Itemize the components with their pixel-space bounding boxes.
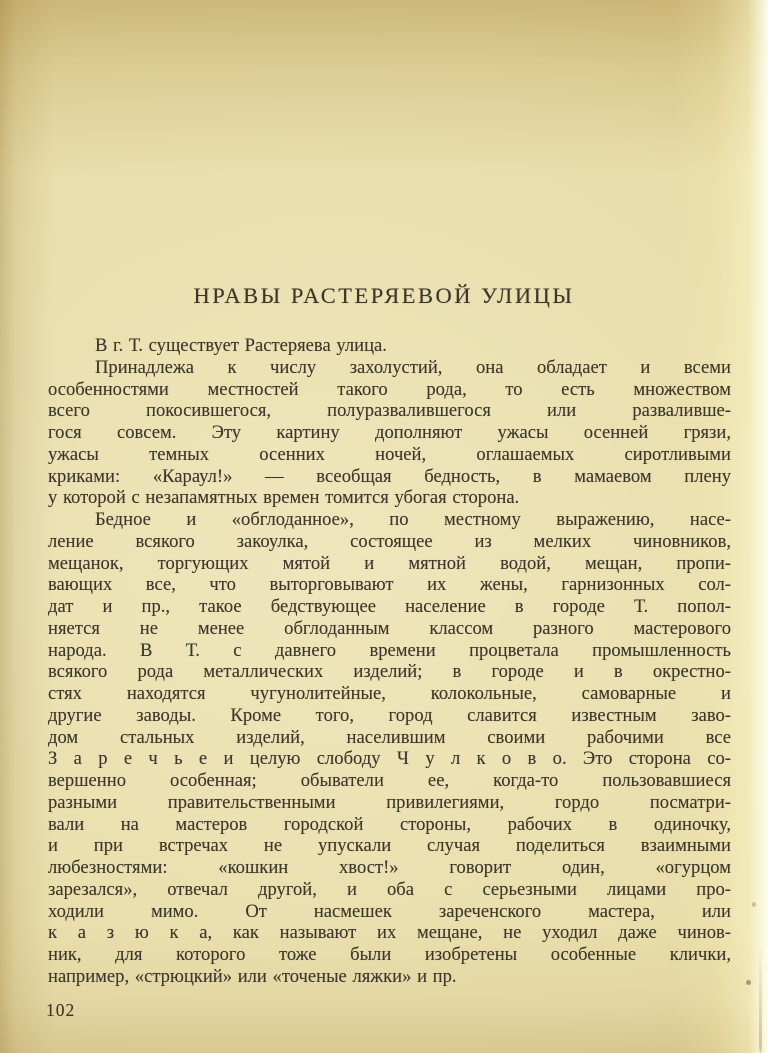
text-line: Бедное и «обглоданное», по местному выражению, насе- (95, 509, 731, 530)
text-line: гося совсем. Эту картину дополняют ужасы осенней грязи, (48, 422, 731, 443)
paper-speck-small (752, 902, 756, 907)
text-line: особенностями местностей такого рода, то есть множеством (48, 378, 731, 400)
text-line: зарезался», отвечал другой, и оба с серьезными лицами про- (48, 878, 731, 900)
paragraph (48, 335, 731, 357)
text-line: всего покосившегося, полуразвалившегося или разваливше- (48, 400, 731, 422)
text-line: к а з ю к а, как называют их мещане, не уходил даже чинов- (48, 922, 731, 944)
text-line: вающих все, что выторговывают их жены, гарнизонных сол- (48, 574, 731, 596)
text-line: няется не менее обглоданным классом разного мастерового (48, 617, 731, 639)
chapter-title: НРАВЫ РАСТЕРЯЕВОЙ УЛИЦЫ (193, 283, 575, 308)
page-number: 102 (46, 1000, 76, 1020)
text-line: любезностями: «кошкин хвост!» говорит один, «огурцом (48, 857, 731, 878)
text-line: дат и пр., такое бедствующее население в городе Т. попол- (48, 596, 731, 617)
text-line: и при встречах не упускали случая поделиться взаимными (48, 835, 731, 857)
text-line: стях находятся чугунолитейные, колокольные, самоварные и (48, 683, 731, 704)
text-line: всякого рода металлических изделий; в городе и в окрестно- (48, 661, 731, 683)
text-line: другие заводы. Кроме того, город славится известным заво- (48, 704, 731, 726)
text-line: криками: «Караул!» — всеобщая бедность, в мамаевом плену (48, 465, 731, 487)
text-line: ник, для которого тоже были изобретены особенные клички, (48, 944, 731, 965)
text-line: ужасы темных осенних ночей, оглашаемых сиротливыми (48, 443, 731, 465)
text-line: у которой с незапамятных времен томится убогая сторона. (48, 487, 520, 509)
text-line: дом стальных изделий, населившим своими рабочими все (48, 726, 731, 748)
text-line: разными правительственными привилегиями, гордо посматри- (48, 791, 731, 813)
text-line: З а р е ч ь е и целую слободу Ч у л к о в о. Это сторона со- (48, 748, 731, 770)
text-line: ходили мимо. От насмешек зареченского мастера, или (48, 900, 731, 922)
text-line: вали на мастеров городской стороны, рабочих в одиночку, (48, 813, 731, 835)
paragraph (48, 509, 731, 988)
page-edge-crease (759, 933, 762, 1053)
paper-speck (746, 980, 751, 985)
text-line: ление всякого закоулка, состоящее из мелких чиновников, (48, 530, 731, 552)
text-line: В г. Т. существует Растеряева улица. (95, 335, 387, 356)
text-line: Принадлежа к числу захолустий, она обладает и всеми (95, 356, 731, 378)
text-line: вершенно особенная; обыватели ее, когда-то пользовавшиеся (48, 770, 731, 791)
text-line: например, «стрюцкий» или «точеные ляжки» и пр. (48, 965, 457, 987)
body-text-block (48, 335, 731, 988)
paragraph (48, 357, 731, 509)
text-line: народа. В Т. с давнего времени процветала промышленность (48, 639, 731, 661)
text-line: мещанок, торгующих мятой и мятной водой, мещан, пропи- (48, 552, 731, 574)
